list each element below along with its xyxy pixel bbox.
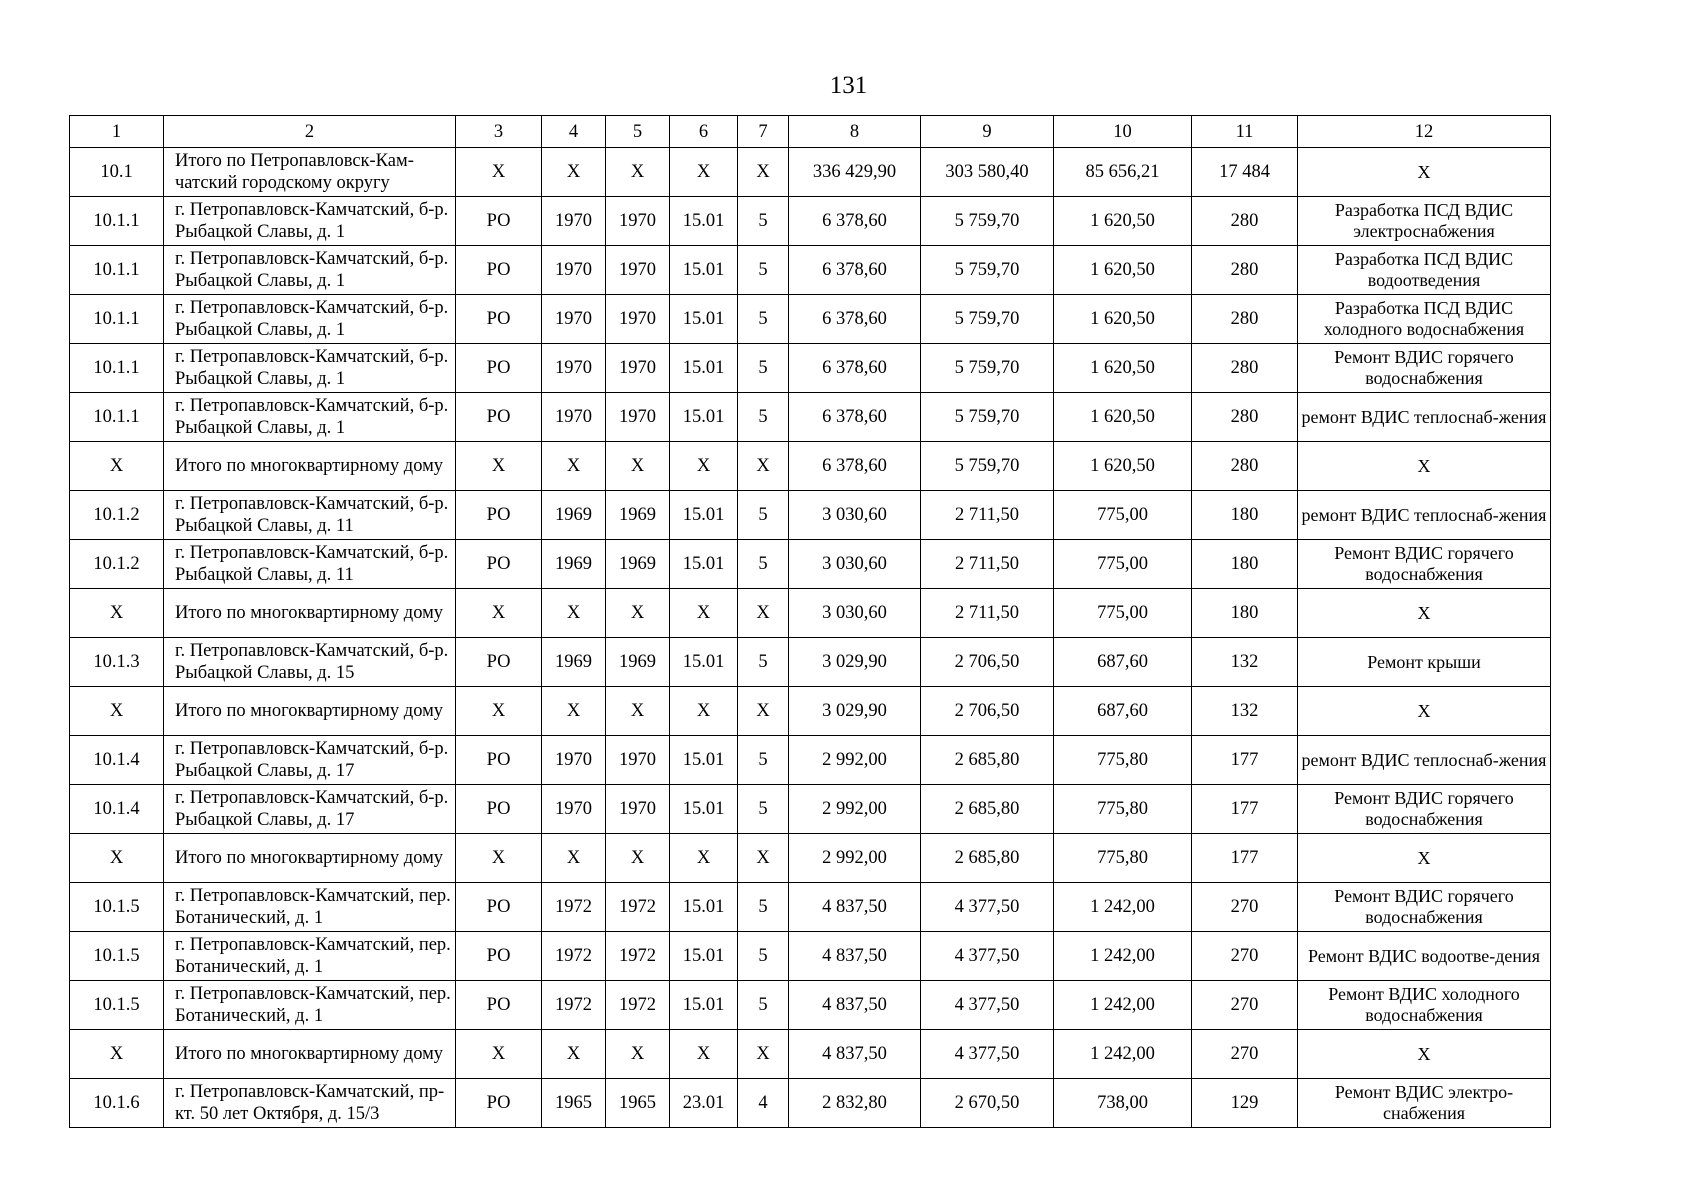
table-cell: Итого по многоквартирному дому — [164, 442, 456, 491]
table-row — [70, 197, 1551, 246]
table-cell: 15.01 — [670, 295, 738, 344]
table-row — [70, 932, 1551, 981]
table-cell: 3 030,60 — [789, 491, 921, 540]
table-cell: X — [1298, 834, 1551, 883]
table-cell: X — [456, 589, 542, 638]
table-cell: ремонт ВДИС теплоснаб-жения — [1298, 736, 1551, 785]
table-cell: 1972 — [606, 981, 670, 1030]
table-cell: ремонт ВДИС теплоснаб-жения — [1298, 491, 1551, 540]
table-cell: 5 — [738, 491, 789, 540]
table-cell: 5 759,70 — [921, 393, 1054, 442]
table-cell: 10.1.4 — [70, 785, 164, 834]
table-cell: 2 992,00 — [789, 736, 921, 785]
table-cell: 3 029,90 — [789, 638, 921, 687]
table-cell: 1970 — [542, 246, 606, 295]
table-cell: 5 — [738, 295, 789, 344]
table-cell: X — [1298, 442, 1551, 491]
table-row — [70, 736, 1551, 785]
table-cell: 775,00 — [1054, 589, 1192, 638]
table-cell: 4 — [738, 1079, 789, 1128]
table-cell: 15.01 — [670, 344, 738, 393]
table-cell: Ремонт ВДИС горячего водоснабжения — [1298, 785, 1551, 834]
table-cell: 10.1.1 — [70, 344, 164, 393]
table-cell: 1970 — [606, 344, 670, 393]
table-cell: 23.01 — [670, 1079, 738, 1128]
table-cell: 10.1.2 — [70, 540, 164, 589]
table-cell: 280 — [1192, 442, 1298, 491]
table-cell: РО — [456, 932, 542, 981]
column-header: 2 — [164, 116, 456, 148]
column-header: 10 — [1054, 116, 1192, 148]
table-cell: 15.01 — [670, 981, 738, 1030]
table-cell: РО — [456, 883, 542, 932]
table-cell: 132 — [1192, 638, 1298, 687]
table-cell: 1972 — [542, 883, 606, 932]
table-cell: X — [70, 442, 164, 491]
table-cell: 1969 — [606, 540, 670, 589]
table-cell: 10.1.6 — [70, 1079, 164, 1128]
table-cell: X — [542, 834, 606, 883]
table-cell: X — [738, 589, 789, 638]
table-cell: X — [1298, 1030, 1551, 1079]
table-cell: 180 — [1192, 589, 1298, 638]
table-cell: X — [738, 834, 789, 883]
table-cell: 1972 — [542, 981, 606, 1030]
table-cell: 280 — [1192, 246, 1298, 295]
column-header: 1 — [70, 116, 164, 148]
table-cell: 5 759,70 — [921, 197, 1054, 246]
table-cell: 3 029,90 — [789, 687, 921, 736]
table-cell: 270 — [1192, 1030, 1298, 1079]
table-cell: X — [542, 1030, 606, 1079]
table-cell: 6 378,60 — [789, 344, 921, 393]
table-cell: РО — [456, 736, 542, 785]
table-row — [70, 1079, 1551, 1128]
table-cell: г. Петропавловск-Камчатский, б-р. Рыбацкой Славы, д. 1 — [164, 344, 456, 393]
table-cell: X — [542, 589, 606, 638]
table-cell: 5 — [738, 246, 789, 295]
table-cell: РО — [456, 1079, 542, 1128]
table-cell: 270 — [1192, 883, 1298, 932]
column-header: 9 — [921, 116, 1054, 148]
table-cell: X — [456, 148, 542, 197]
table-cell: X — [606, 1030, 670, 1079]
table-cell: X — [738, 442, 789, 491]
table-header-row — [70, 116, 1551, 148]
table-cell: 2 706,50 — [921, 638, 1054, 687]
table-cell: 15.01 — [670, 197, 738, 246]
table-cell: 10.1.2 — [70, 491, 164, 540]
table-cell: X — [456, 834, 542, 883]
table-cell: 17 484 — [1192, 148, 1298, 197]
table-cell: 280 — [1192, 393, 1298, 442]
table-cell: Ремонт ВДИС водоотве-дения — [1298, 932, 1551, 981]
table-cell: 2 711,50 — [921, 491, 1054, 540]
table-cell: 1970 — [542, 197, 606, 246]
table-cell: 3 030,60 — [789, 589, 921, 638]
table-row — [70, 344, 1551, 393]
table-cell: 10.1.3 — [70, 638, 164, 687]
table-row — [70, 246, 1551, 295]
table-cell: Разработка ПСД ВДИС электроснабжения — [1298, 197, 1551, 246]
table-cell: 4 377,50 — [921, 1030, 1054, 1079]
table-cell: 10.1.1 — [70, 295, 164, 344]
table-cell: г. Петропавловск-Камчатский, б-р. Рыбацкой Славы, д. 1 — [164, 393, 456, 442]
table-cell: 15.01 — [670, 883, 738, 932]
table-cell: 1970 — [542, 785, 606, 834]
table-cell: 4 377,50 — [921, 932, 1054, 981]
table-cell: X — [606, 148, 670, 197]
table-cell: 132 — [1192, 687, 1298, 736]
table-cell: 6 378,60 — [789, 197, 921, 246]
table-cell: X — [670, 589, 738, 638]
table-cell: 4 837,50 — [789, 932, 921, 981]
table-cell: 180 — [1192, 491, 1298, 540]
table-row — [70, 981, 1551, 1030]
table-cell: X — [542, 442, 606, 491]
table-cell: X — [606, 442, 670, 491]
table-cell: 1 620,50 — [1054, 246, 1192, 295]
table-cell: 775,80 — [1054, 785, 1192, 834]
table-cell: РО — [456, 491, 542, 540]
table-cell: г. Петропавловск-Камчатский, пер. Ботанический, д. 1 — [164, 981, 456, 1030]
table-row — [70, 785, 1551, 834]
table-cell: 10.1.1 — [70, 393, 164, 442]
table-cell: X — [1298, 589, 1551, 638]
table-cell: 1970 — [542, 736, 606, 785]
table-cell: 4 837,50 — [789, 981, 921, 1030]
table-row — [70, 1030, 1551, 1079]
table-row — [70, 540, 1551, 589]
table-cell: 2 685,80 — [921, 834, 1054, 883]
table-cell: 1 620,50 — [1054, 442, 1192, 491]
table-cell: 1969 — [542, 491, 606, 540]
table-cell: 1972 — [606, 932, 670, 981]
table-cell: 5 — [738, 932, 789, 981]
table-cell: 6 378,60 — [789, 393, 921, 442]
table-cell: 1970 — [606, 393, 670, 442]
table-cell: 1970 — [606, 246, 670, 295]
table-cell: г. Петропавловск-Камчатский, б-р. Рыбацкой Славы, д. 11 — [164, 540, 456, 589]
table-cell: г. Петропавловск-Камчатский, б-р. Рыбацкой Славы, д. 11 — [164, 491, 456, 540]
table-cell: г. Петропавловск-Камчатский, пер. Ботанический, д. 1 — [164, 932, 456, 981]
table-cell: 177 — [1192, 834, 1298, 883]
table-cell: X — [670, 148, 738, 197]
table-cell: 687,60 — [1054, 638, 1192, 687]
capital-repair-table — [69, 115, 1551, 1128]
table-cell: 5 — [738, 393, 789, 442]
table-cell: 15.01 — [670, 491, 738, 540]
table-cell: X — [542, 687, 606, 736]
table-cell: г. Петропавловск-Камчатский, б-р. Рыбацкой Славы, д. 1 — [164, 197, 456, 246]
table-cell: 5 759,70 — [921, 442, 1054, 491]
table-cell: 336 429,90 — [789, 148, 921, 197]
table-cell: 177 — [1192, 785, 1298, 834]
table-cell: 1970 — [542, 295, 606, 344]
table-cell: 2 685,80 — [921, 736, 1054, 785]
column-header: 6 — [670, 116, 738, 148]
table-cell: 15.01 — [670, 246, 738, 295]
table-cell: X — [738, 687, 789, 736]
table-cell: 15.01 — [670, 736, 738, 785]
table-cell: 10.1.1 — [70, 246, 164, 295]
table-cell: 4 377,50 — [921, 883, 1054, 932]
table-cell: 280 — [1192, 295, 1298, 344]
table-cell: РО — [456, 344, 542, 393]
table-cell: 5 — [738, 736, 789, 785]
table-cell: 5 759,70 — [921, 344, 1054, 393]
table-cell: РО — [456, 785, 542, 834]
table-cell: 2 711,50 — [921, 540, 1054, 589]
table-cell: 775,00 — [1054, 491, 1192, 540]
table-cell: 1970 — [542, 393, 606, 442]
table-cell: Ремонт ВДИС горячего водоснабжения — [1298, 540, 1551, 589]
table-cell: X — [738, 1030, 789, 1079]
table-cell: 1 242,00 — [1054, 883, 1192, 932]
table-cell: 15.01 — [670, 540, 738, 589]
table-cell: 6 378,60 — [789, 295, 921, 344]
table-cell: РО — [456, 197, 542, 246]
table-cell: 775,80 — [1054, 736, 1192, 785]
table-cell: X — [670, 442, 738, 491]
table-cell: г. Петропавловск-Камчатский, б-р. Рыбацкой Славы, д. 1 — [164, 295, 456, 344]
table-cell: X — [606, 589, 670, 638]
table-cell: X — [606, 687, 670, 736]
table-cell: ремонт ВДИС теплоснаб-жения — [1298, 393, 1551, 442]
table-cell: 687,60 — [1054, 687, 1192, 736]
table-cell: Итого по многоквартирному дому — [164, 834, 456, 883]
column-header: 4 — [542, 116, 606, 148]
table-cell: 1969 — [542, 638, 606, 687]
table-cell: 180 — [1192, 540, 1298, 589]
table-cell: X — [70, 589, 164, 638]
table-cell: 4 837,50 — [789, 1030, 921, 1079]
table-cell: 2 992,00 — [789, 834, 921, 883]
table-cell: 85 656,21 — [1054, 148, 1192, 197]
table-row — [70, 491, 1551, 540]
column-header: 8 — [789, 116, 921, 148]
table-cell: 1972 — [542, 932, 606, 981]
table-row — [70, 295, 1551, 344]
table-cell: 5 759,70 — [921, 295, 1054, 344]
table-cell: 129 — [1192, 1079, 1298, 1128]
table-cell: 270 — [1192, 981, 1298, 1030]
table-cell: 10.1.1 — [70, 197, 164, 246]
table-cell: РО — [456, 638, 542, 687]
table-cell: 1 242,00 — [1054, 1030, 1192, 1079]
table-cell: X — [70, 687, 164, 736]
table-cell: 1 620,50 — [1054, 197, 1192, 246]
table-cell: Ремонт ВДИС горячего водоснабжения — [1298, 883, 1551, 932]
table-cell: 2 706,50 — [921, 687, 1054, 736]
table-cell: 15.01 — [670, 932, 738, 981]
table-cell: РО — [456, 393, 542, 442]
table-cell: 1970 — [606, 197, 670, 246]
table-cell: РО — [456, 295, 542, 344]
table-cell: 1969 — [606, 638, 670, 687]
table-cell: 15.01 — [670, 393, 738, 442]
table-cell: X — [1298, 148, 1551, 197]
table-cell: 5 — [738, 638, 789, 687]
table-body — [70, 148, 1551, 1128]
table-cell: 303 580,40 — [921, 148, 1054, 197]
table-cell: 6 378,60 — [789, 442, 921, 491]
table-cell: РО — [456, 246, 542, 295]
table-cell: 1965 — [606, 1079, 670, 1128]
table-cell: Разработка ПСД ВДИС холодного водоснабжения — [1298, 295, 1551, 344]
table-cell: 280 — [1192, 344, 1298, 393]
table-row — [70, 589, 1551, 638]
column-header: 5 — [606, 116, 670, 148]
table-cell: 1 620,50 — [1054, 344, 1192, 393]
table-cell: 2 711,50 — [921, 589, 1054, 638]
table-cell: 738,00 — [1054, 1079, 1192, 1128]
table-cell: Ремонт ВДИС холодного водоснабжения — [1298, 981, 1551, 1030]
table-cell: 6 378,60 — [789, 246, 921, 295]
table-cell: 1970 — [606, 785, 670, 834]
table-cell: 4 837,50 — [789, 883, 921, 932]
table-cell: 1970 — [606, 736, 670, 785]
table-cell: 2 832,80 — [789, 1079, 921, 1128]
table-cell: X — [670, 1030, 738, 1079]
table-cell: 10.1.4 — [70, 736, 164, 785]
table-cell: Итого по многоквартирному дому — [164, 687, 456, 736]
table-cell: 1 242,00 — [1054, 932, 1192, 981]
column-header: 7 — [738, 116, 789, 148]
table-cell: Ремонт ВДИС электро-снабжения — [1298, 1079, 1551, 1128]
table-cell: 177 — [1192, 736, 1298, 785]
table-cell: 280 — [1192, 197, 1298, 246]
table-cell: 10.1 — [70, 148, 164, 197]
table-cell: 5 — [738, 344, 789, 393]
table-cell: 5 — [738, 883, 789, 932]
table-cell: г. Петропавловск-Камчатский, б-р. Рыбацкой Славы, д. 15 — [164, 638, 456, 687]
table-cell: X — [456, 687, 542, 736]
table-cell: г. Петропавловск-Камчатский, пер. Ботанический, д. 1 — [164, 883, 456, 932]
table-cell: 5 — [738, 197, 789, 246]
table-cell: X — [670, 834, 738, 883]
table-cell: 5 759,70 — [921, 246, 1054, 295]
table-cell: 1 242,00 — [1054, 981, 1192, 1030]
page-number: 131 — [829, 72, 868, 99]
table-cell: Итого по многоквартирному дому — [164, 589, 456, 638]
table-cell: 1965 — [542, 1079, 606, 1128]
table-cell: X — [670, 687, 738, 736]
table-cell: 5 — [738, 785, 789, 834]
table-cell: 10.1.5 — [70, 883, 164, 932]
table-cell: 15.01 — [670, 785, 738, 834]
table-cell: 10.1.5 — [70, 932, 164, 981]
table-cell: 5 — [738, 981, 789, 1030]
table-row — [70, 638, 1551, 687]
table-cell: РО — [456, 540, 542, 589]
table-cell: 4 377,50 — [921, 981, 1054, 1030]
table-cell: X — [542, 148, 606, 197]
table-cell: X — [70, 834, 164, 883]
column-header: 3 — [456, 116, 542, 148]
table-cell: 1 620,50 — [1054, 393, 1192, 442]
table-cell: 775,80 — [1054, 834, 1192, 883]
table-cell: X — [70, 1030, 164, 1079]
table-cell: X — [456, 1030, 542, 1079]
table-cell: 10.1.5 — [70, 981, 164, 1030]
table-cell: 15.01 — [670, 638, 738, 687]
column-header: 12 — [1298, 116, 1551, 148]
column-header: 11 — [1192, 116, 1298, 148]
table-row — [70, 883, 1551, 932]
table-cell: Итого по Петропавловск-Кам-чатский городскому округу — [164, 148, 456, 197]
table-cell: г. Петропавловск-Камчатский, пр-кт. 50 лет Октября, д. 15/3 — [164, 1079, 456, 1128]
table-cell: 1970 — [542, 344, 606, 393]
table-cell: 3 030,60 — [789, 540, 921, 589]
table-cell: РО — [456, 981, 542, 1030]
table-cell: 270 — [1192, 932, 1298, 981]
table-row — [70, 442, 1551, 491]
table-cell: 5 — [738, 540, 789, 589]
table-cell: 1 620,50 — [1054, 295, 1192, 344]
table-cell: г. Петропавловск-Камчатский, б-р. Рыбацкой Славы, д. 17 — [164, 736, 456, 785]
table-cell: 1969 — [542, 540, 606, 589]
table-cell: X — [1298, 687, 1551, 736]
table-cell: г. Петропавловск-Камчатский, б-р. Рыбацкой Славы, д. 1 — [164, 246, 456, 295]
table-cell: 2 685,80 — [921, 785, 1054, 834]
table-cell: X — [738, 148, 789, 197]
table-row — [70, 834, 1551, 883]
table-row — [70, 148, 1551, 197]
table-cell: г. Петропавловск-Камчатский, б-р. Рыбацкой Славы, д. 17 — [164, 785, 456, 834]
table-row — [70, 687, 1551, 736]
table-cell: 1972 — [606, 883, 670, 932]
table-cell: Итого по многоквартирному дому — [164, 1030, 456, 1079]
table-cell: Разработка ПСД ВДИС водоотведения — [1298, 246, 1551, 295]
table-cell: X — [606, 834, 670, 883]
table-cell: X — [456, 442, 542, 491]
table-row — [70, 393, 1551, 442]
table-cell: 2 992,00 — [789, 785, 921, 834]
table-cell: 1970 — [606, 295, 670, 344]
table-cell: 2 670,50 — [921, 1079, 1054, 1128]
table-cell: Ремонт ВДИС горячего водоснабжения — [1298, 344, 1551, 393]
table-cell: 775,00 — [1054, 540, 1192, 589]
table-cell: Ремонт крыши — [1298, 638, 1551, 687]
table-cell: 1969 — [606, 491, 670, 540]
